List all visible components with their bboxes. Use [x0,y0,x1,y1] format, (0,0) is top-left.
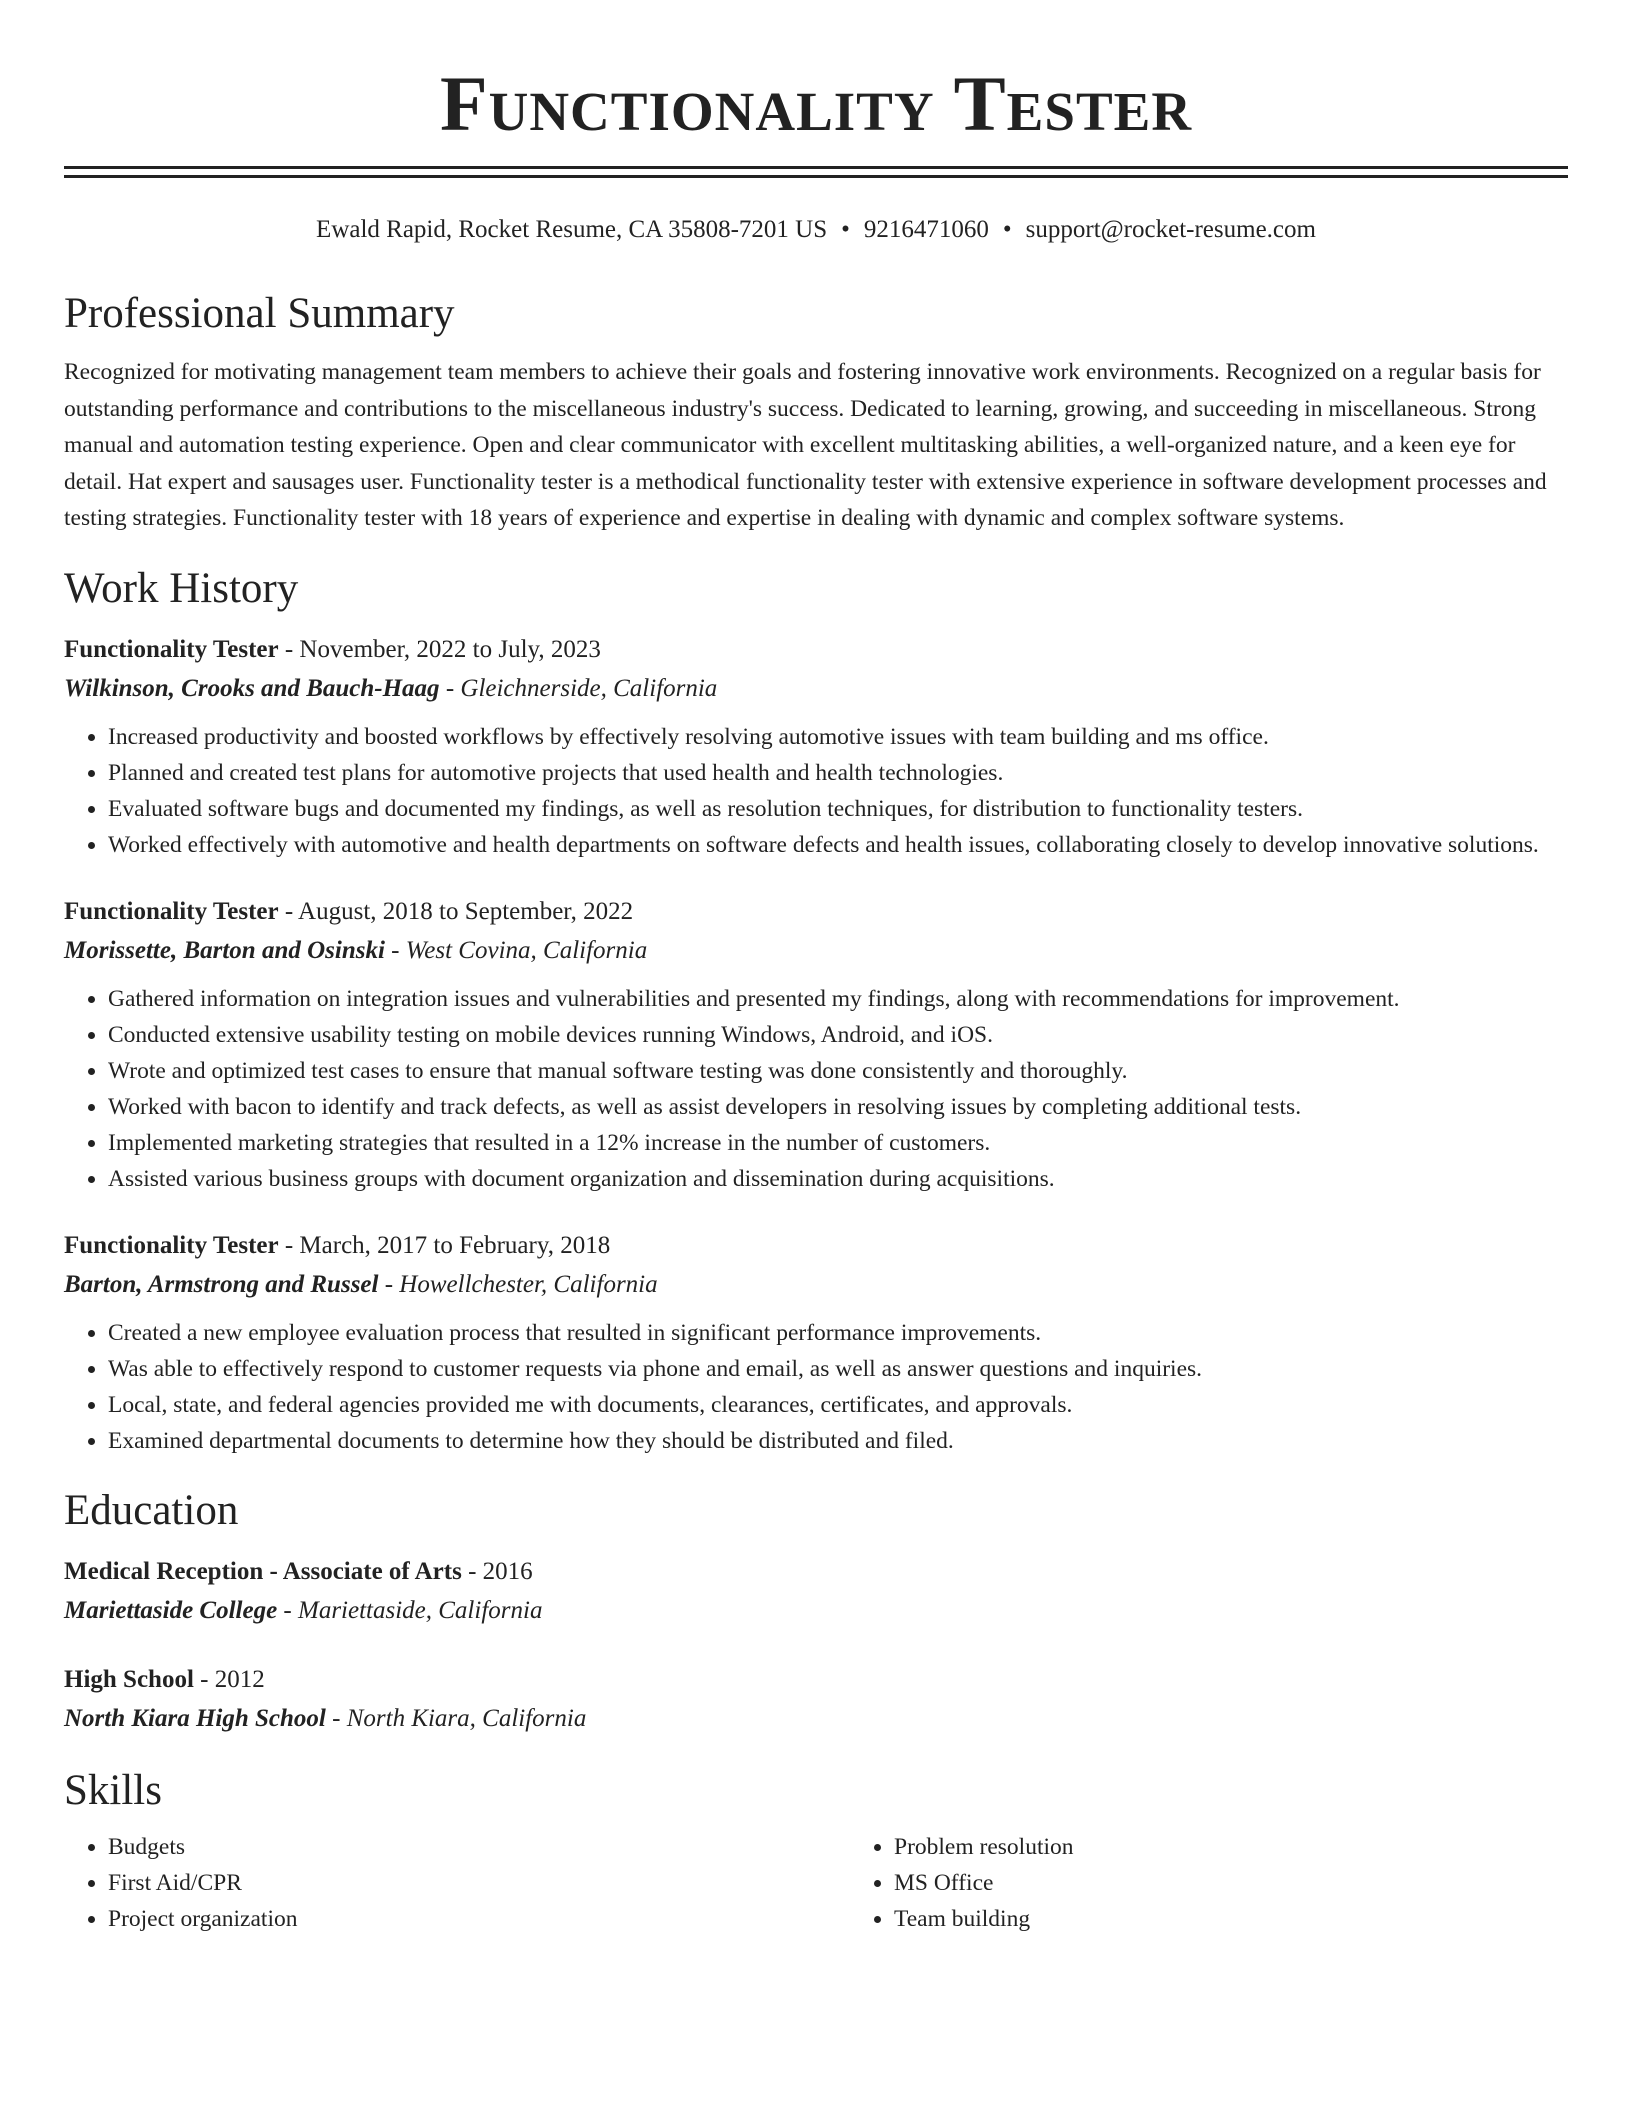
contact-separator: • [1002,216,1012,243]
skill-item: • First Aid/CPR [108,1865,850,1901]
job-bullet: • Planned and created test plans for automotive projects that used health and health technologies. [108,755,1568,791]
education-entry [64,1553,1568,1631]
education-heading: Education [64,1486,239,1534]
skill-item: • MS Office [894,1865,1632,1901]
job-bullets [64,981,1568,1197]
job-bullet: • Wrote and optimized test cases to ensure that manual software testing was done consistently and thoroughly. [108,1053,1568,1089]
job-bullet: • Assisted various business groups with document organization and dissemination during acquisitions. [108,1161,1568,1197]
job-dates: - November, 2022 to July, 2023 [278,635,601,663]
job-bullet: • Evaluated software bugs and documented my findings, as well as resolution techniques, for distribution to functionality testers. [108,791,1568,827]
skills-list-left [64,1829,850,1937]
job-bullet: • Conducted extensive usability testing on mobile devices running Windows, Android, and iOS. [108,1017,1568,1053]
job-location: - Gleichnerside, California [439,674,718,702]
contact-email: support@rocket-resume.com [1025,216,1316,243]
education-school: North Kiara High School [64,1704,326,1732]
job-bullets [64,719,1568,863]
job-bullet: • Was able to effectively respond to customer requests via phone and email, as well as answer questions and inquiries. [108,1351,1568,1387]
contact-phone: 9216471060 [863,216,989,243]
job-bullets [64,1315,1568,1459]
education-year: - 2016 [461,1557,533,1585]
job-company-line [64,931,1568,971]
resume-title: Functionality Tester [439,60,1193,147]
education-school: Mariettaside College [64,1596,278,1624]
education-location: - Mariettaside, California [277,1596,543,1624]
job-location: - West Covina, California [384,936,648,964]
education-location: - North Kiara, California [325,1704,587,1732]
education-year: - 2012 [193,1665,265,1693]
job-bullet: • Worked with bacon to identify and track defects, as well as assist developers in resolving issues by completing additional tests. [108,1089,1568,1125]
job-title: Functionality Tester [64,635,279,663]
job-bullet: • Implemented marketing strategies that resulted in a 12% increase in the number of customers. [108,1125,1568,1161]
job-entry [64,893,1568,1197]
job-company: Barton, Armstrong and Russel [64,1270,379,1298]
contact-address: Ewald Rapid, Rocket Resume, CA 35808-7201 US [316,216,828,243]
job-bullet: • Increased productivity and boosted workflows by effectively resolving automotive issues with team building and ms office. [108,719,1568,755]
job-title-line [64,893,1568,931]
job-dates: - March, 2017 to February, 2018 [278,1231,611,1259]
job-bullet: • Worked effectively with automotive and health departments on software defects and health issues, collaborating closely to develop innovative solutions. [108,827,1568,863]
job-dates: - August, 2018 to September, 2022 [278,897,634,925]
education-degree-line [64,1553,1568,1591]
contact-separator: • [841,216,850,243]
contact-line [64,214,1568,246]
skills-heading: Skills [64,1766,162,1814]
education-entry [64,1661,1568,1739]
job-bullet: • Local, state, and federal agencies provided me with documents, clearances, certificates, and approvals. [108,1387,1568,1423]
education-school-line [64,1591,1568,1631]
job-company: Wilkinson, Crooks and Bauch-Haag [64,674,440,702]
job-title-line [64,631,1568,669]
job-title: Functionality Tester [64,897,279,925]
skill-item: • Team building [894,1901,1632,1937]
job-company-line [64,669,1568,709]
job-title-line [64,1227,1568,1265]
job-entry [64,1227,1568,1459]
job-bullet: • Gathered information on integration issues and vulnerabilities and presented my findings, along with recommendations for improvement. [108,981,1568,1017]
work-history-heading: Work History [64,564,299,612]
education-degree: High School [64,1665,194,1693]
summary-heading: Professional Summary [64,290,455,337]
education-degree-line [64,1661,1568,1699]
job-bullet: • Created a new employee evaluation process that resulted in significant performance improvements. [108,1315,1568,1351]
job-company: Morissette, Barton and Osinski [64,936,385,964]
skill-item: • Project organization [108,1901,850,1937]
title-divider-bottom [64,175,1568,178]
job-location: - Howellchester, California [378,1270,658,1298]
title-divider-top [64,166,1568,169]
job-bullet: • Examined departmental documents to determine how they should be distributed and filed. [108,1423,1568,1459]
summary-text: Recognized for motivating management team members to achieve their goals and fostering innovative work environments. Recognized on a regular basis for outstanding performance and contributions to the miscellaneous industry's success. Dedicated to learning, growing, and succeeding in miscellaneous. Strong manual and automation testing experience. Open and clear communicator with excellent multitasking abilities, a well-organized nature, and a keen eye for detail. Hat expert and sausages user. Functionality tester is a methodical functionality tester with extensive experience in software development processes and testing strategies. Functionality tester with 18 years of experience and expertise in dealing with dynamic and complex software systems. [64,359,1547,531]
skills-columns [64,1829,1568,1937]
skills-list-right [850,1829,1632,1937]
skill-item: • Problem resolution [894,1829,1632,1865]
job-title: Functionality Tester [64,1231,279,1259]
job-company-line [64,1265,1568,1305]
job-entry [64,631,1568,863]
education-school-line [64,1699,1568,1739]
skill-item: • Budgets [108,1829,850,1865]
education-degree: Medical Reception - Associate of Arts [64,1557,462,1585]
